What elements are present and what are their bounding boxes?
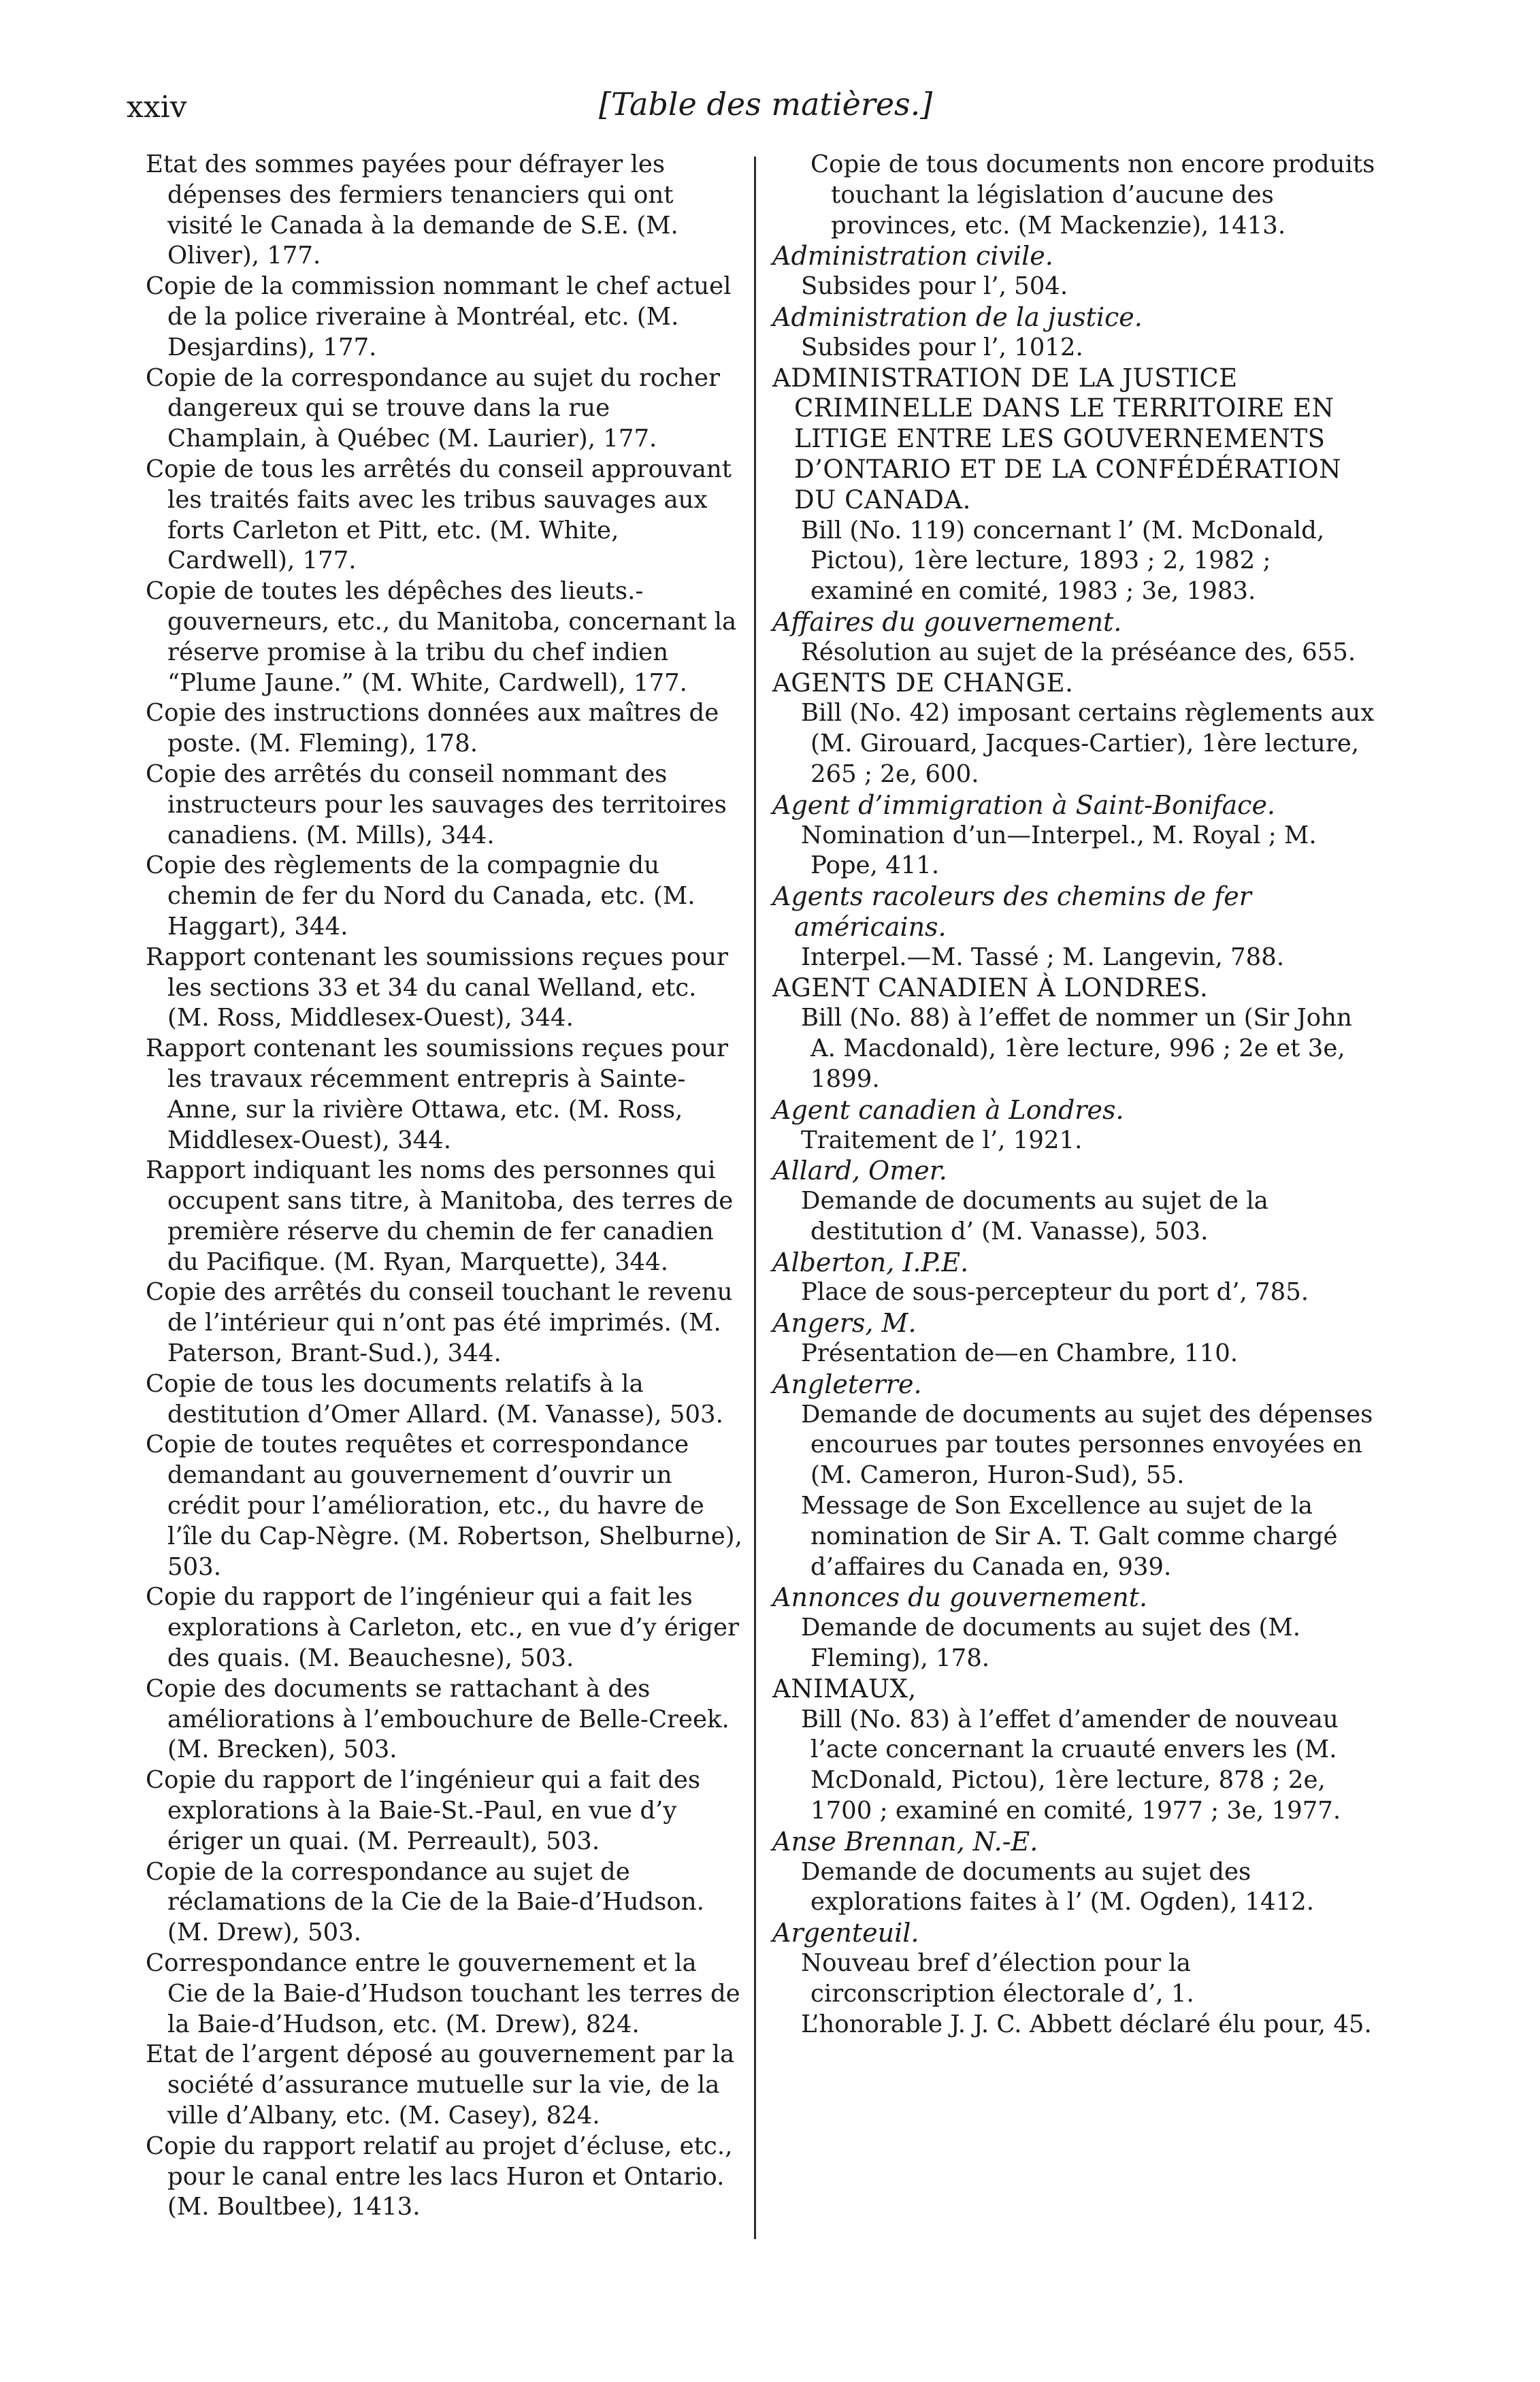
index-subentry: Subsides pour l’, 504. bbox=[801, 272, 1068, 301]
index-subentry: Demande de documents au sujet de la destitution d’ (M. Vanasse), 503. bbox=[801, 1187, 1268, 1245]
index-entry: Rapport contenant les soumissions reçues pour les sections 33 et 34 du canal Welland, etc. (M. Ross, Middlesex-Ouest), 344. bbox=[146, 943, 728, 1032]
index-subentry: Présentation de—en Chambre, 110. bbox=[801, 1339, 1239, 1368]
index-entry: Copie de tous les arrêtés du conseil approuvant les traités faits avec les tribus sauvages aux forts Carleton et Pitt, etc. (M. White, Cardwell), 177. bbox=[146, 455, 732, 575]
index-entry: Copie de toutes les dépêches des lieuts.-gouverneurs, etc., du Manitoba, concernant la réserve promise à la tribu du chef indien “Plume Jaune.” (M. White, Cardwell), 177. bbox=[146, 577, 737, 697]
index-subentry: Bill (No. 119) concernant l’ (M. McDonald, Pictou), 1ère lecture, 1893 ; 2, 1982 ; examiné en comité, 1983 ; 3e, 1983. bbox=[801, 516, 1325, 606]
running-title: [Table des matières.] bbox=[599, 86, 933, 123]
index-entry: Copie de toutes requêtes et correspondance demandant au gouvernement d’ouvrir un crédit pour l’amélioration, etc., du havre de l’île du Cap-Nègre. (M. Robertson, Shelburne), 503. bbox=[146, 1431, 742, 1581]
index-entry: Copie des règlements de la compagnie du chemin de fer du Nord du Canada, etc. (M. Haggart), 344. bbox=[146, 851, 695, 941]
page-number: xxiv bbox=[127, 90, 187, 125]
index-entry: Copie du rapport relatif au projet d’écluse, etc., pour le canal entre les lacs Huron et Ontario. (M. Boultbee), 1413. bbox=[146, 2132, 733, 2221]
index-entry: Copie des documents se rattachant à des améliorations à l’embouchure de Belle-Creek. (M. Brecken), 503. bbox=[146, 1674, 730, 1764]
index-entry: Copie du rapport de l’ingénieur qui a fait des explorations à la Baie-St.-Paul, en vue d’y ériger un quai. (M. Perreault), 503. bbox=[146, 1766, 701, 1855]
index-entry: Copie du rapport de l’ingénieur qui a fait les explorations à Carleton, etc., en vue d’y ériger des quais. (M. Beauchesne), 503. bbox=[146, 1583, 739, 1673]
index-entry: Copie de la correspondance au sujet de réclamations de la Cie de la Baie-d’Hudson. (M. Drew), 503. bbox=[146, 1857, 704, 1947]
index-heading: Angleterre. bbox=[772, 1369, 922, 1399]
index-entry: Rapport indiquant les noms des personnes qui occupent sans titre, à Manitoba, des terres de première réserve du chemin de fer canadien du Pacifique. (M. Ryan, Marquette), 344. bbox=[146, 1156, 734, 1276]
index-subentry: Interpel.—M. Tassé ; M. Langevin, 788. bbox=[801, 943, 1285, 971]
index-heading: Angers, M. bbox=[772, 1308, 917, 1339]
index-heading: Anse Brennan, N.-E. bbox=[772, 1826, 1038, 1857]
index-heading: Alberton, I.P.E. bbox=[772, 1247, 969, 1277]
index-heading: Administration civile. bbox=[772, 241, 1053, 272]
index-heading: Affaires du gouvernement. bbox=[772, 606, 1122, 637]
index-subentry: Demande de documents au sujet des (M. Fleming), 178. bbox=[801, 1614, 1301, 1673]
index-subentry: Traitement de l’, 1921. bbox=[801, 1126, 1083, 1154]
index-heading: Agent canadien à Londres. bbox=[772, 1094, 1124, 1125]
index-entry: Copie des arrêtés du conseil nommant des instructeurs pour les sauvages des territoires canadiens. (M. Mills), 344. bbox=[146, 760, 727, 849]
index-subentry: Place de sous-percepteur du port d’, 785. bbox=[801, 1278, 1309, 1307]
index-heading: Annonces du gouvernement. bbox=[772, 1582, 1148, 1613]
index-subentry: Bill (No. 83) à l’effet d’amender de nouveau l’acte concernant la cruauté envers les (M. McDonald, Pictou), 1ère lecture, 878 ; 2e, 1700 ; examiné en comité, 1977 ; 3e, 1977. bbox=[801, 1705, 1341, 1825]
index-entry: Etat des sommes payées pour défrayer les dépenses des fermiers tenanciers qui ont visité le Canada à la demande de S.E. (M. Oliver), 177. bbox=[146, 150, 678, 270]
index-heading: Administration de la justice. bbox=[772, 301, 1143, 332]
index-subentry: Résolution au sujet de la préséance des, 655. bbox=[801, 638, 1356, 666]
index-heading-caps: ADMINISTRATION DE LA JUSTICE CRIMINELLE DANS LE TERRITOIRE EN LITIGE ENTRE LES GOUVERNEMENTS D’ONTARIO ET DE LA CONFÉDÉRATION DU CANADA. bbox=[772, 363, 1341, 515]
column-divider bbox=[754, 157, 756, 2239]
index-entry: Copie de tous les documents relatifs à la destitution d’Omer Allard. (M. Vanasse), 503. bbox=[146, 1369, 723, 1429]
index-subentry: L’honorable J. J. C. Abbett déclaré élu pour, 45. bbox=[801, 2010, 1372, 2038]
index-heading-caps: AGENT CANADIEN À LONDRES. bbox=[772, 973, 1209, 1002]
index-subentry: Bill (No. 42) imposant certains règlements aux (M. Girouard, Jacques-Cartier), 1ère lecture, 265 ; 2e, 600. bbox=[801, 699, 1375, 788]
index-entry: Rapport contenant les soumissions reçues pour les travaux récemment entrepris à Sainte-Anne, sur la rivière Ottawa, etc. (M. Ross, Middlesex-Ouest), 344. bbox=[146, 1034, 728, 1154]
index-heading: Agents racoleurs des chemins de fer américains. bbox=[772, 881, 1251, 942]
index-subentry: Subsides pour l’, 1012. bbox=[801, 333, 1083, 361]
index-entry: Copie de la correspondance au sujet du rocher dangereux qui se trouve dans la rue Champlain, à Québec (M. Laurier), 177. bbox=[146, 363, 720, 453]
index-subentry: Nomination d’un—Interpel., M. Royal ; M. Pope, 411. bbox=[801, 821, 1317, 880]
index-subentry: Nouveau bref d’élection pour la circonscription électorale d’, 1. bbox=[801, 1949, 1194, 2008]
index-heading-caps: ANIMAUX, bbox=[772, 1674, 917, 1703]
index-entry: Correspondance entre le gouvernement et la Cie de la Baie-d’Hudson touchant les terres de la Baie-d’Hudson, etc. (M. Drew), 824. bbox=[146, 1949, 740, 2038]
index-entry: Etat de l’argent déposé au gouvernement par la société d’assurance mutuelle sur la vie, de la ville d’Albany, etc. (M. Casey), 824. bbox=[146, 2040, 735, 2130]
index-entry-continued: Copie de tous documents non encore produits touchant la législation d’aucune des provinces, etc. (M Mackenzie), 1413. bbox=[810, 150, 1375, 240]
index-subentry: Message de Son Excellence au sujet de la nomination de Sir A. T. Galt comme chargé d’affaires du Canada en, 939. bbox=[801, 1492, 1338, 1581]
index-entry: Copie de la commission nommant le chef actuel de la police riveraine à Montréal, etc. (M. Desjardins), 177. bbox=[146, 272, 732, 361]
index-entry: Copie des instructions données aux maîtres de poste. (M. Fleming), 178. bbox=[146, 699, 719, 758]
index-heading: Argenteuil. bbox=[772, 1918, 919, 1948]
index-heading: Agent d’immigration à Saint-Boniface. bbox=[772, 789, 1276, 820]
right-column bbox=[772, 150, 1378, 2040]
index-heading-caps: AGENTS DE CHANGE. bbox=[772, 668, 1074, 698]
left-column bbox=[146, 150, 744, 2223]
index-subentry: Bill (No. 88) à l’effet de nommer un (Sir John A. Macdonald), 1ère lecture, 996 ; 2e et 3e, 1899. bbox=[801, 1004, 1352, 1093]
index-heading: Allard, Omer. bbox=[772, 1156, 947, 1186]
index-entry: Copie des arrêtés du conseil touchant le revenu de l’intérieur qui n’ont pas été imprimés. (M. Paterson, Brant-Sud.), 344. bbox=[146, 1278, 733, 1368]
index-subentry: Demande de documents au sujet des dépenses encourues par toutes personnes envoyées en (M. Cameron, Huron-Sud), 55. bbox=[801, 1400, 1373, 1490]
index-subentry: Demande de documents au sujet des explorations faites à l’ (M. Ogden), 1412. bbox=[801, 1857, 1315, 1916]
